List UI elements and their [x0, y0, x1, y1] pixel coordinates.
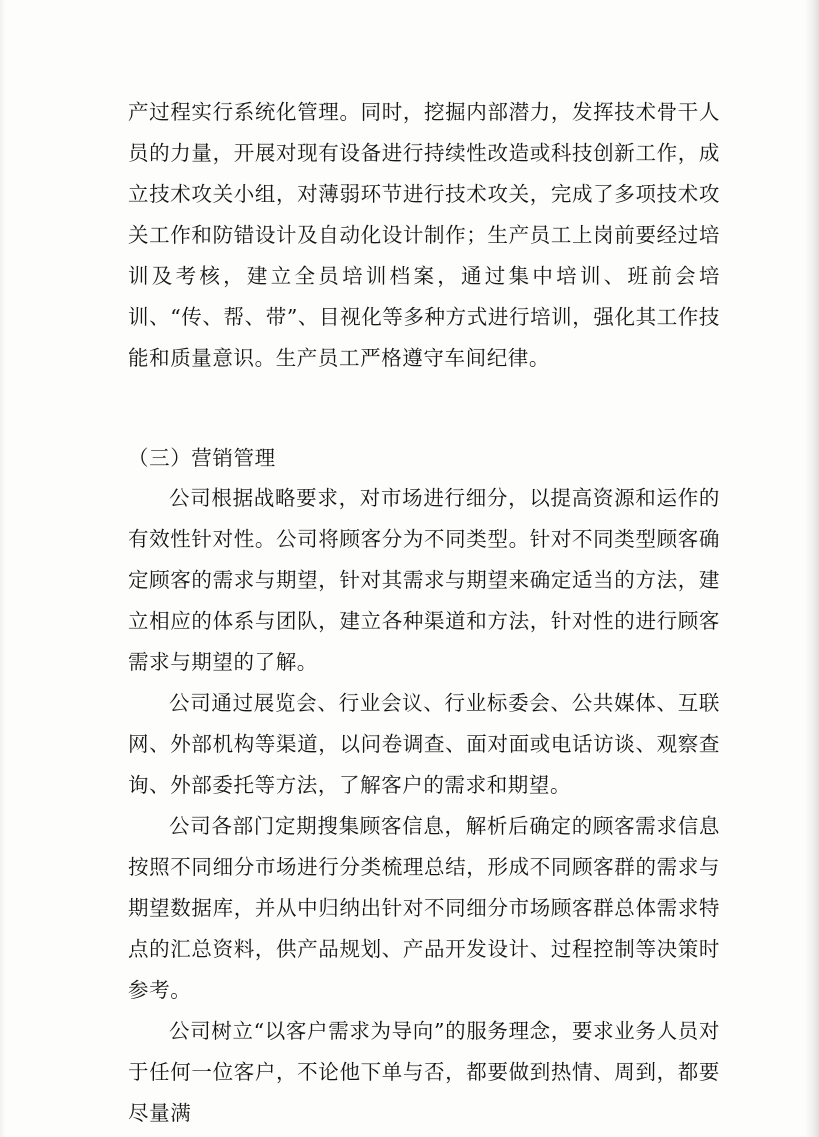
scan-shadow-left — [0, 0, 6, 1137]
continuation-block — [128, 92, 720, 379]
scan-shadow-right — [805, 0, 819, 1137]
body-paragraph: 公司树立“以客户需求为导向”的服务理念，要求业务人员对于任何一位客户，不论他下单与否，都要做到热情、周到，都要尽量满 — [128, 1019, 720, 1125]
continuation-paragraph: 产过程实行系统化管理。同时，挖掘内部潜力，发挥技术骨干人员的力量，开展对现有设备进行持续性改造或科技创新工作，成立技术攻关小组，对薄弱环节进行技术攻关，完成了多项技术攻关工作和防错设计及自动化设计制作；生产员工上岗前要经过培训及考核，建立全员培训档案，通过集中培训、班前会培训、“传、帮、带”、目视化等多种方式进行培训，强化其工作技能和质量意识。生产员工严格遵守车间纪律。 — [128, 100, 720, 370]
body-paragraph: 公司通过展览会、行业会议、行业标委会、公共媒体、互联网、外部机构等渠道，以问卷调查、面对面或电话访谈、观察查询、外部委托等方法，了解客户的需求和期望。 — [128, 691, 720, 797]
body-paragraph: 公司根据战略要求，对市场进行细分，以提高资源和运作的有效性针对性。公司将顾客分为不同类型。针对不同类型顾客确定顾客的需求与期望，针对其需求与期望来确定适当的方法，建立相应的体系与团队，建立各种渠道和方法，针对性的进行顾客需求与期望的了解。 — [128, 486, 720, 674]
body-paragraph: 公司各部门定期搜集顾客信息，解析后确定的顾客需求信息按照不同细分市场进行分类梳理总结，形成不同顾客群的需求与期望数据库，并从中归纳出针对不同细分市场顾客群总体需求特点的汇总资料，供产品规划、产品开发设计、过程控制等决策时参考。 — [128, 814, 720, 1002]
section-heading: （三）营销管理 — [128, 446, 276, 470]
section-body — [128, 478, 720, 1134]
